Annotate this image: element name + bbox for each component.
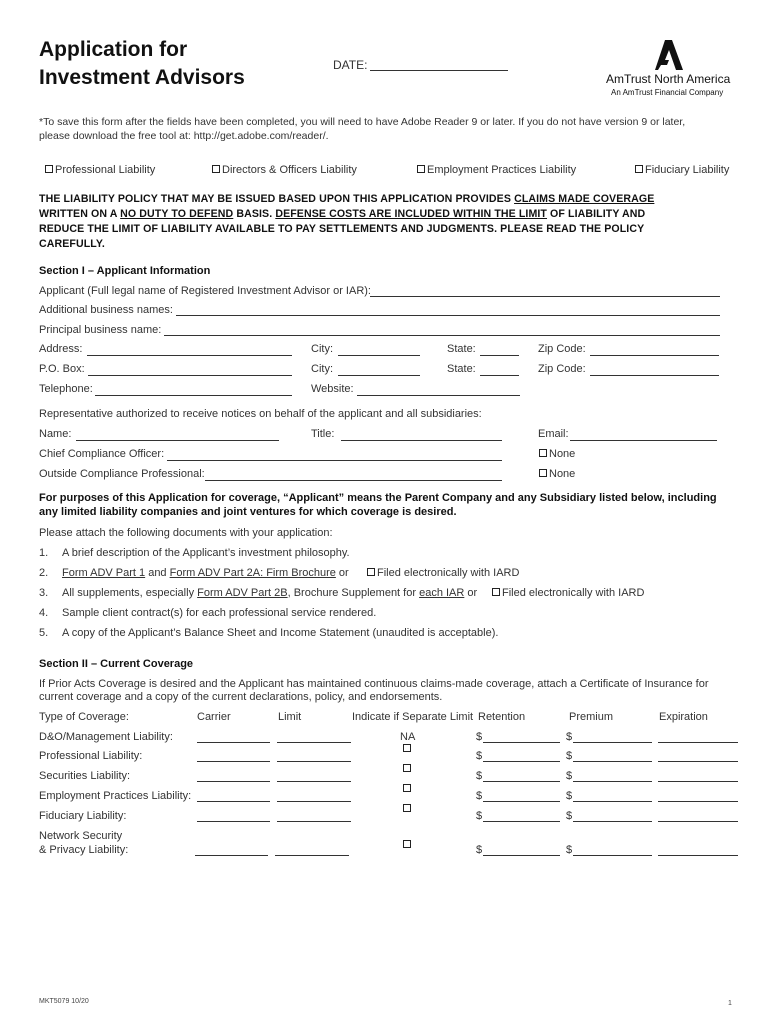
expiration-field[interactable]: [658, 742, 738, 743]
list-number: 1.: [39, 547, 49, 559]
dollar-sign: $: [476, 844, 483, 856]
pobox-field[interactable]: [88, 375, 292, 376]
retention-field[interactable]: [483, 821, 560, 822]
carrier-field[interactable]: [197, 781, 270, 782]
col-premium: Premium: [569, 711, 614, 723]
carrier-field[interactable]: [197, 761, 270, 762]
attach-label: Please attach the following documents with your application:: [39, 527, 333, 539]
limit-field[interactable]: [277, 801, 351, 802]
coverage-type-label: Network Security: [39, 830, 123, 842]
telephone-field[interactable]: [95, 395, 292, 396]
premium-field[interactable]: [573, 855, 652, 856]
retention-field[interactable]: [483, 761, 560, 762]
form-adv-part2b-link: Form ADV Part 2B: [197, 587, 288, 599]
coverage-type-label: Securities Liability:: [39, 770, 131, 782]
title-label: Title:: [311, 428, 335, 440]
limit-field[interactable]: [277, 821, 351, 822]
section-2-intro-1: If Prior Acts Coverage is desired and the Applicant has maintained continuous claims-made coverage, attach a Certificate of Insurance for: [39, 678, 709, 690]
expiration-field[interactable]: [658, 781, 738, 782]
notice-line-1: *To save this form after the fields have been completed, you will need to have Adobe Reader 9 or later. If you do not have version 9 or later,: [39, 116, 686, 128]
additional-names-label: Additional business names:: [39, 304, 173, 316]
state-label: State:: [447, 343, 476, 355]
expiration-field[interactable]: [658, 855, 738, 856]
ocp-none-label: None: [549, 468, 576, 480]
name-field[interactable]: [76, 440, 279, 441]
form-code: MKT5079 10/20: [39, 998, 89, 1005]
coverage-type-label: Employment Practices Liability:: [39, 790, 192, 802]
coverage-type-label: D&O/Management Liability:: [39, 731, 173, 743]
page-title: [39, 36, 245, 92]
zip-field[interactable]: [590, 355, 719, 356]
supplements-iard-checkbox[interactable]: [492, 588, 500, 596]
separate-limit-checkbox[interactable]: [403, 744, 411, 752]
dollar-sign: $: [566, 731, 573, 743]
email-label: Email:: [538, 428, 569, 440]
list-item: [62, 567, 349, 579]
amtrust-logo-icon: [655, 40, 685, 70]
col-retention: Retention: [478, 711, 526, 723]
list-item-text: or: [335, 567, 349, 579]
list-item: A brief description of the Applicant’s investment philosophy.: [62, 547, 350, 559]
email-field[interactable]: [570, 440, 717, 441]
telephone-label: Telephone:: [39, 383, 93, 395]
dollar-sign: $: [566, 790, 573, 802]
city-field[interactable]: [338, 355, 420, 356]
address-field[interactable]: [87, 355, 292, 356]
state-field[interactable]: [480, 375, 519, 376]
website-field[interactable]: [357, 395, 520, 396]
ocp-label: Outside Compliance Professional:: [39, 468, 205, 480]
cco-field[interactable]: [167, 460, 502, 461]
zip-field[interactable]: [590, 375, 719, 376]
list-item: Sample client contract(s) for each professional service rendered.: [62, 607, 377, 619]
limit-field[interactable]: [277, 781, 351, 782]
list-item-text: All supplements, especially: [62, 587, 198, 599]
adv-iard-checkbox[interactable]: [367, 568, 375, 576]
each-iar-text: each IAR: [419, 587, 465, 599]
cco-none-label: None: [549, 448, 576, 460]
list-number: 4.: [39, 607, 49, 619]
dollar-sign: $: [566, 810, 573, 822]
representative-label: Representative authorized to receive notices on behalf of the applicant and all subsidiaries:: [39, 408, 482, 420]
limit-field[interactable]: [277, 761, 351, 762]
form-adv-part2a-link: Form ADV Part 2A: Firm Brochure: [169, 567, 336, 579]
supplements-iard-label: Filed electronically with IARD: [502, 587, 645, 599]
section-2-intro-2: current coverage and a copy of the current declarations, policy, and endorsements.: [39, 691, 443, 703]
expiration-field[interactable]: [658, 821, 738, 822]
cco-label: Chief Compliance Officer:: [39, 448, 165, 460]
dollar-sign: $: [476, 750, 483, 762]
cco-none-checkbox[interactable]: [539, 449, 547, 457]
form-adv-part1-link: Form ADV Part 1: [62, 567, 146, 579]
section-1-heading: Section I – Applicant Information: [39, 265, 211, 277]
dollar-sign: $: [566, 750, 573, 762]
separate-limit-checkbox[interactable]: [403, 764, 411, 772]
zip-label: Zip Code:: [538, 363, 586, 375]
coverage-type-label: & Privacy Liability:: [39, 844, 129, 856]
carrier-field[interactable]: [195, 855, 268, 856]
warning-text: CAREFULLY.: [39, 238, 105, 250]
limit-field[interactable]: [277, 742, 351, 743]
col-carrier: Carrier: [197, 711, 231, 723]
employment-practices-label: Employment Practices Liability: [427, 164, 577, 176]
list-item: [62, 587, 477, 599]
date-field[interactable]: [370, 70, 508, 71]
premium-field[interactable]: [573, 781, 652, 782]
dollar-sign: $: [476, 810, 483, 822]
company-tagline: An AmTrust Financial Company: [611, 88, 724, 97]
claims-made-warning: [39, 192, 654, 252]
date-label: DATE:: [333, 58, 368, 72]
col-type-of-coverage: Type of Coverage:: [39, 711, 129, 723]
col-limit: Limit: [278, 711, 302, 723]
adv-iard-label: Filed electronically with IARD: [377, 567, 520, 579]
warning-underline: CLAIMS MADE COVERAGE: [514, 193, 655, 205]
purposes-line-2: any limited liability companies and joint ventures for which coverage is desired.: [39, 506, 457, 518]
expiration-field[interactable]: [658, 801, 738, 802]
state-label: State:: [447, 363, 476, 375]
separate-limit-checkbox[interactable]: [403, 840, 411, 848]
col-expiration: Expiration: [659, 711, 708, 723]
notice-line-2: please download the free tool at: http://get.adobe.com/reader/.: [39, 130, 329, 142]
warning-text: OF LIABILITY AND: [547, 208, 646, 220]
zip-label: Zip Code:: [538, 343, 586, 355]
premium-field[interactable]: [573, 742, 652, 743]
list-item-text: or: [464, 587, 478, 599]
coverage-type-label: Professional Liability:: [39, 750, 143, 762]
premium-field[interactable]: [573, 821, 652, 822]
title-line-2: Investment Advisors: [39, 66, 245, 89]
fiduciary-liability-checkbox[interactable]: [635, 165, 643, 173]
applicant-field[interactable]: [370, 296, 720, 297]
carrier-field[interactable]: [197, 742, 270, 743]
dollar-sign: $: [566, 844, 573, 856]
city-label: City:: [311, 343, 333, 355]
warning-underline: NO DUTY TO DEFEND: [120, 208, 234, 220]
principal-business-field[interactable]: [164, 335, 720, 336]
expiration-field[interactable]: [658, 761, 738, 762]
premium-field[interactable]: [573, 761, 652, 762]
retention-field[interactable]: [483, 801, 560, 802]
fiduciary-liability-label: Fiduciary Liability: [645, 164, 730, 176]
carrier-field[interactable]: [197, 821, 270, 822]
warning-text: REDUCE THE LIMIT OF LIABILITY AVAILABLE TO PAY SETTLEMENTS AND JUDGMENTS. PLEASE READ THE POLICY: [39, 223, 645, 235]
list-item-text: and: [145, 567, 170, 579]
address-label: Address:: [39, 343, 83, 355]
warning-text: THE LIABILITY POLICY THAT MAY BE ISSUED BASED UPON THIS APPLICATION PROVIDES: [39, 193, 515, 205]
title-line-1: Application for: [39, 38, 188, 61]
premium-field[interactable]: [573, 801, 652, 802]
ocp-none-checkbox[interactable]: [539, 469, 547, 477]
applicant-label: Applicant (Full legal name of Registered Investment Advisor or IAR):: [39, 285, 371, 297]
state-field[interactable]: [480, 355, 519, 356]
directors-officers-label: Directors & Officers Liability: [222, 164, 357, 176]
retention-field[interactable]: [483, 781, 560, 782]
list-number: 3.: [39, 587, 49, 599]
section-2-heading: Section II – Current Coverage: [39, 658, 194, 670]
separate-limit-checkbox[interactable]: [403, 804, 411, 812]
professional-liability-label: Professional Liability: [55, 164, 156, 176]
warning-text: BASIS.: [233, 208, 276, 220]
additional-names-field[interactable]: [176, 315, 720, 316]
company-name: AmTrust North America: [606, 72, 731, 86]
carrier-field[interactable]: [197, 801, 270, 802]
title-field[interactable]: [341, 440, 502, 441]
city-label: City:: [311, 363, 333, 375]
list-number: 2.: [39, 567, 49, 579]
website-label: Website:: [311, 383, 354, 395]
warning-underline: DEFENSE COSTS ARE INCLUDED WITHIN THE LIMIT: [275, 208, 548, 220]
limit-field[interactable]: [275, 855, 349, 856]
list-item: A copy of the Applicant’s Balance Sheet and Income Statement (unaudited is acceptable).: [62, 627, 499, 639]
list-item-text: , Brochure Supplement for: [287, 587, 420, 599]
directors-officers-checkbox[interactable]: [212, 165, 220, 173]
col-separate-limit: Indicate if Separate Limit: [352, 711, 474, 723]
retention-field[interactable]: [483, 855, 560, 856]
purposes-line-1: For purposes of this Application for coverage, “Applicant” means the Parent Company and any Subsidiary listed below, including: [39, 492, 717, 504]
warning-text: WRITTEN ON A: [39, 208, 121, 220]
employment-practices-checkbox[interactable]: [417, 165, 425, 173]
dollar-sign: $: [476, 790, 483, 802]
dollar-sign: $: [476, 770, 483, 782]
pobox-label: P.O. Box:: [39, 363, 85, 375]
city-field[interactable]: [338, 375, 420, 376]
page-number: 1: [728, 1000, 732, 1007]
professional-liability-checkbox[interactable]: [45, 165, 53, 173]
dollar-sign: $: [476, 731, 483, 743]
na-label: NA: [400, 731, 416, 743]
principal-business-label: Principal business name:: [39, 324, 162, 336]
dollar-sign: $: [566, 770, 573, 782]
name-label: Name:: [39, 428, 72, 440]
separate-limit-checkbox[interactable]: [403, 784, 411, 792]
coverage-type-label: Fiduciary Liability:: [39, 810, 127, 822]
ocp-field[interactable]: [205, 480, 502, 481]
list-number: 5.: [39, 627, 49, 639]
retention-field[interactable]: [483, 742, 560, 743]
